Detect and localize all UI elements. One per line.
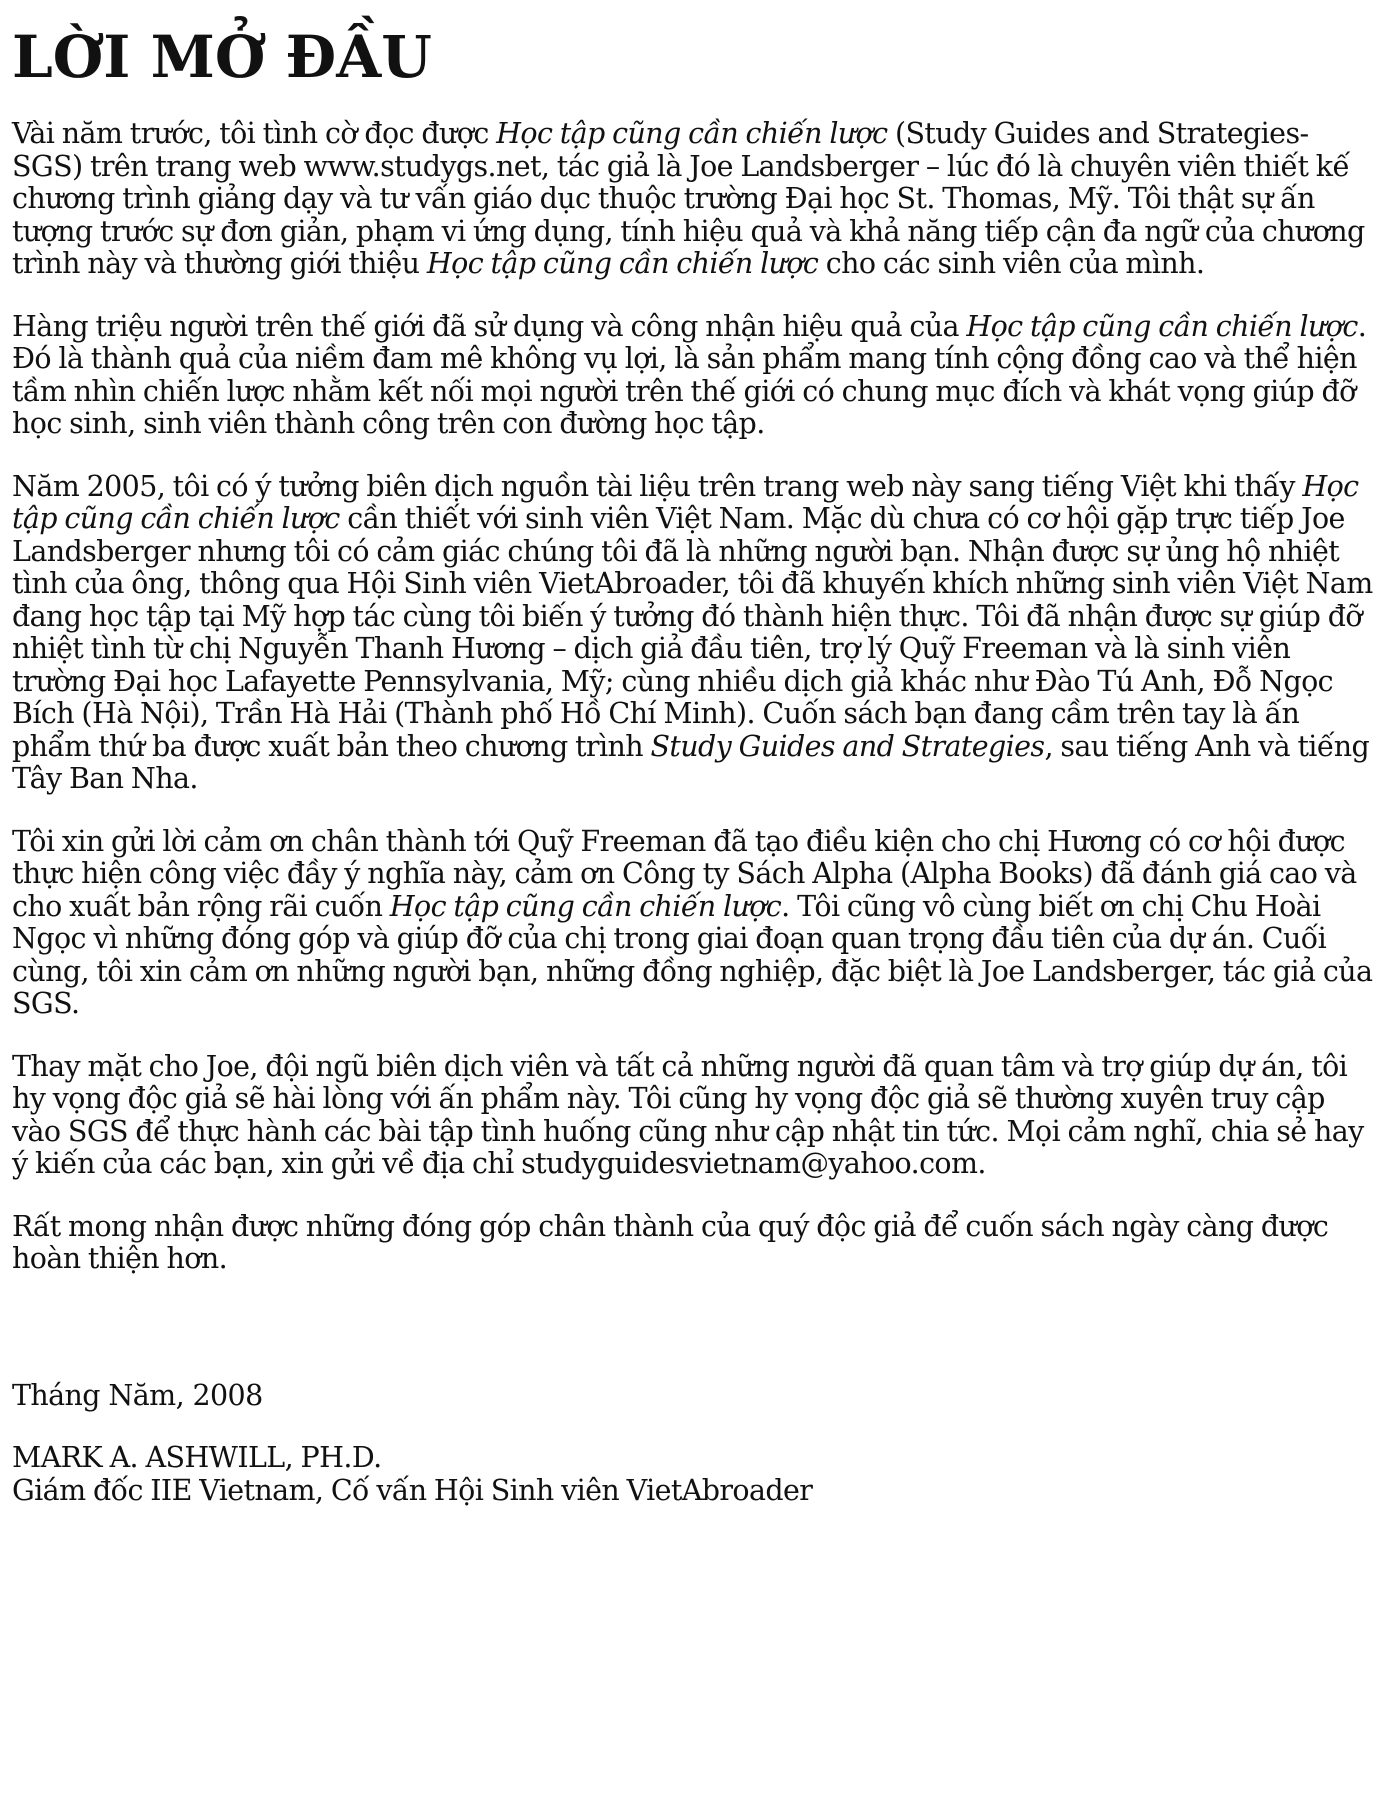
paragraph-text: (Study Guides and Strategies-SGS) trên trang web www.studygs.net, tác giả là Joe Landsberger – lúc đó là chuyên viên thiết kế chương trình giảng dạy và tư vấn giáo dục thuộc trường Đại học St. Thomas, Mỹ. Tôi thật sự ấn tượng trước sự đơn giản, phạm vi ứng dụng, tính hiệu quả và khả năng tiếp cận đa ngữ của chương trình này và thường giới thiệu [12,117,1365,280]
date-line: Tháng Năm, 2008 [12,1378,263,1412]
paragraph-text: Thay mặt cho Joe, đội ngũ biên dịch viên và tất cả những người đã quan tâm và trợ giúp dự án, tôi hy vọng độc giả sẽ hài lòng với ấn phẩm này. Tôi cũng hy vọng độc giả sẽ thường xuyên truy cập vào SGS để thực hành các bài tập tình huống cũng như cập nhật tin tức. Mọi cảm nghĩ, chia sẻ hay ý kiến của các bạn, xin gửi về địa chỉ studyguidesvietnam@yahoo.com. [12,1049,1364,1180]
paragraph-text: . Đó là thành quả của niềm đam mê không vụ lợi, là sản phẩm mang tính cộng đồng cao và thể hiện tầm nhìn chiến lược nhằm kết nối mọi người trên thế giới có chung mục đích và khát vọng giúp đỡ học sinh, sinh viên thành công trên con đường học tập. [12,309,1367,440]
paragraph-text: Vài năm trước, tôi tình cờ đọc được [12,117,497,150]
paragraph-text: Hàng triệu người trên thế giới đã sử dụng và công nhận hiệu quả của [12,309,967,343]
page-title: LỜI MỞ ĐẦU [12,23,432,91]
signature-role: Giám đốc IIE Vietnam, Cố vấn Hội Sinh viên VietAbroader [12,1473,813,1507]
paragraph-2 [12,311,1379,441]
paragraph-text: , sau tiếng Anh và tiếng Tây Ban Nha. [12,729,1370,795]
paragraph-text: cần thiết với sinh viên Việt Nam. Mặc dù chưa có cơ hội gặp trực tiếp Joe Landsberger nhưng tôi có cảm giác chúng tôi đã là những người bạn. Nhận được sự ủng hộ nhiệt tình của ông, thông qua Hội Sinh viên VietAbroader, tôi đã khuyến khích những sinh viên Việt Nam đang học tập tại Mỹ hợp tác cùng tôi biến ý tưởng đó thành hiện thực. Tôi đã nhận được sự giúp đỡ nhiệt tình từ chị Nguyễn Thanh Hương – dịch giả đầu tiên, trợ lý Quỹ Freeman và là sinh viên trường Đại học Lafayette Pennsylvania, Mỹ; cùng nhiều dịch giả khác như Đào Tú Anh, Đỗ Ngọc Bích (Hà Nội), Trần Hà Hải (Thành phố Hồ Chí Minh). Cuốn sách bạn đang cầm trên tay là ấn phẩm thứ ba được xuất bản theo chương trình [12,502,1373,763]
paragraph-text: cho các sinh viên của mình. [818,247,1205,280]
paragraph-text: Tôi xin gửi lời cảm ơn chân thành tới Quỹ Freeman đã tạo điều kiện cho chị Hương có cơ hội được thực hiện công việc đầy ý nghĩa này, cảm ơn Công ty Sách Alpha (Alpha Books) đã đánh giá cao và cho xuất bản rộng rãi cuốn [12,824,1357,923]
spacer [12,1306,1379,1380]
book-title-italic: Học tập cũng cần chiến lược [12,469,1359,535]
paragraph-3 [12,471,1379,796]
document-page [12,22,1379,1507]
book-title-italic: Học tập cũng cần chiến lược [389,889,782,923]
program-title-italic: Study Guides and Strategies [650,729,1045,763]
book-title-italic: Học tập cũng cần chiến lược [496,117,888,150]
paragraph-text: Rất mong nhận được những đóng góp chân thành của quý độc giả để cuốn sách ngày càng được hoàn thiện hơn. [12,1209,1329,1275]
signature-name: MARK A. ASHWILL, PH.D. [12,1441,382,1474]
paragraph-5 [12,1051,1379,1181]
paragraph-text: . Tôi cũng vô cùng biết ơn chị Chu Hoài Ngọc vì những đóng góp và giúp đỡ của chị trong giai đoạn quan trọng đầu tiên của dự án. Cuối cùng, tôi xin cảm ơn những người bạn, những đồng nghiệp, đặc biệt là Joe Landsberger, tác giả của SGS. [12,889,1373,1020]
paragraph-1 [12,118,1379,281]
paragraph-4 [12,826,1379,1021]
paragraph-6 [12,1211,1379,1276]
book-title-italic: Học tập cũng cần chiến lược [426,247,819,280]
book-title-italic: Học tập cũng cần chiến lược [966,309,1358,343]
paragraph-text: Năm 2005, tôi có ý tưởng biên dịch nguồn tài liệu trên trang web này sang tiếng Việt khi thấy [12,469,1303,503]
